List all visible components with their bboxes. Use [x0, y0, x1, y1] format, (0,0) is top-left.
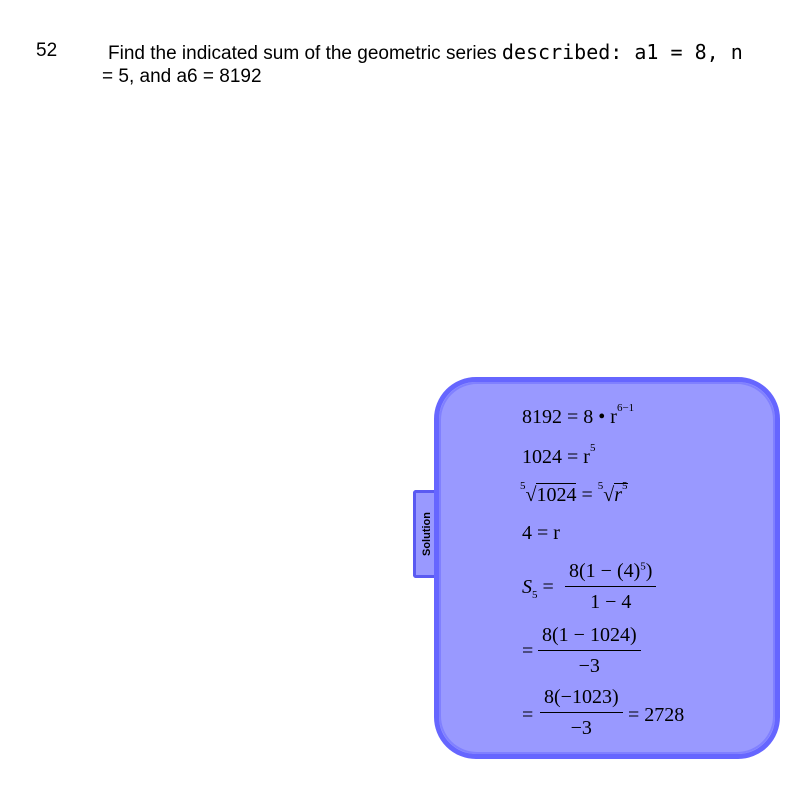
fraction-2 — [538, 624, 641, 678]
step-3 — [520, 480, 628, 507]
step-1-exponent: 6−1 — [616, 402, 635, 415]
step-3-index-left: 5 — [520, 480, 526, 493]
fraction-2-numerator: 8(1 − 1024) — [538, 624, 641, 651]
final-result: = 2728 — [628, 704, 685, 726]
question-text-part1: Find the indicated sum of the geometric series — [108, 43, 502, 64]
radical-icon: √ — [603, 484, 615, 506]
step-3-index-right: 5 — [597, 480, 604, 493]
step-2-exponent: 5 — [589, 442, 596, 455]
question-text-part2: described: a1 = 8, n — [501, 40, 743, 64]
step-3-radicand-left: 1024 — [536, 484, 577, 506]
radical-icon: √ — [525, 484, 537, 506]
step-2-text: 1024 = r — [522, 446, 590, 468]
fraction-1-denominator: 1 − 4 — [590, 591, 632, 613]
sum-subscript: 5 — [532, 589, 538, 601]
question-number: 52 — [36, 40, 58, 61]
sum-equals: = — [542, 576, 554, 598]
question-text — [108, 40, 743, 65]
fraction-2-denominator: −3 — [578, 655, 600, 677]
fraction-3-equals: = — [522, 704, 534, 726]
step-2 — [522, 442, 596, 469]
question-text-line2: = 5, and a6 = 8192 — [102, 66, 262, 87]
fraction-1-numerator-text: 8(1 − (4) — [569, 560, 641, 582]
sum-symbol: S — [522, 576, 532, 598]
solution-tab-label: Solution — [420, 512, 433, 556]
step-1 — [522, 402, 635, 429]
sum-label — [522, 576, 554, 601]
fraction-1 — [565, 560, 656, 614]
step-3-radicand-exponent: 5 — [622, 480, 628, 493]
fraction-3-numerator: 8(−1023) — [540, 686, 623, 713]
step-1-text: 8192 = 8 • r — [522, 406, 617, 428]
step-4: 4 = r — [522, 522, 560, 544]
step-3-equals: = — [581, 484, 593, 506]
fraction-1-numerator-exponent: 5 — [640, 560, 646, 573]
fraction-3 — [540, 686, 623, 740]
fraction-1-numerator — [565, 560, 656, 587]
fraction-3-denominator: −3 — [570, 717, 592, 739]
step-3-radicand-right: r — [614, 484, 623, 506]
fraction-1-numerator-close: ) — [645, 560, 653, 582]
fraction-2-equals: = — [522, 640, 534, 662]
